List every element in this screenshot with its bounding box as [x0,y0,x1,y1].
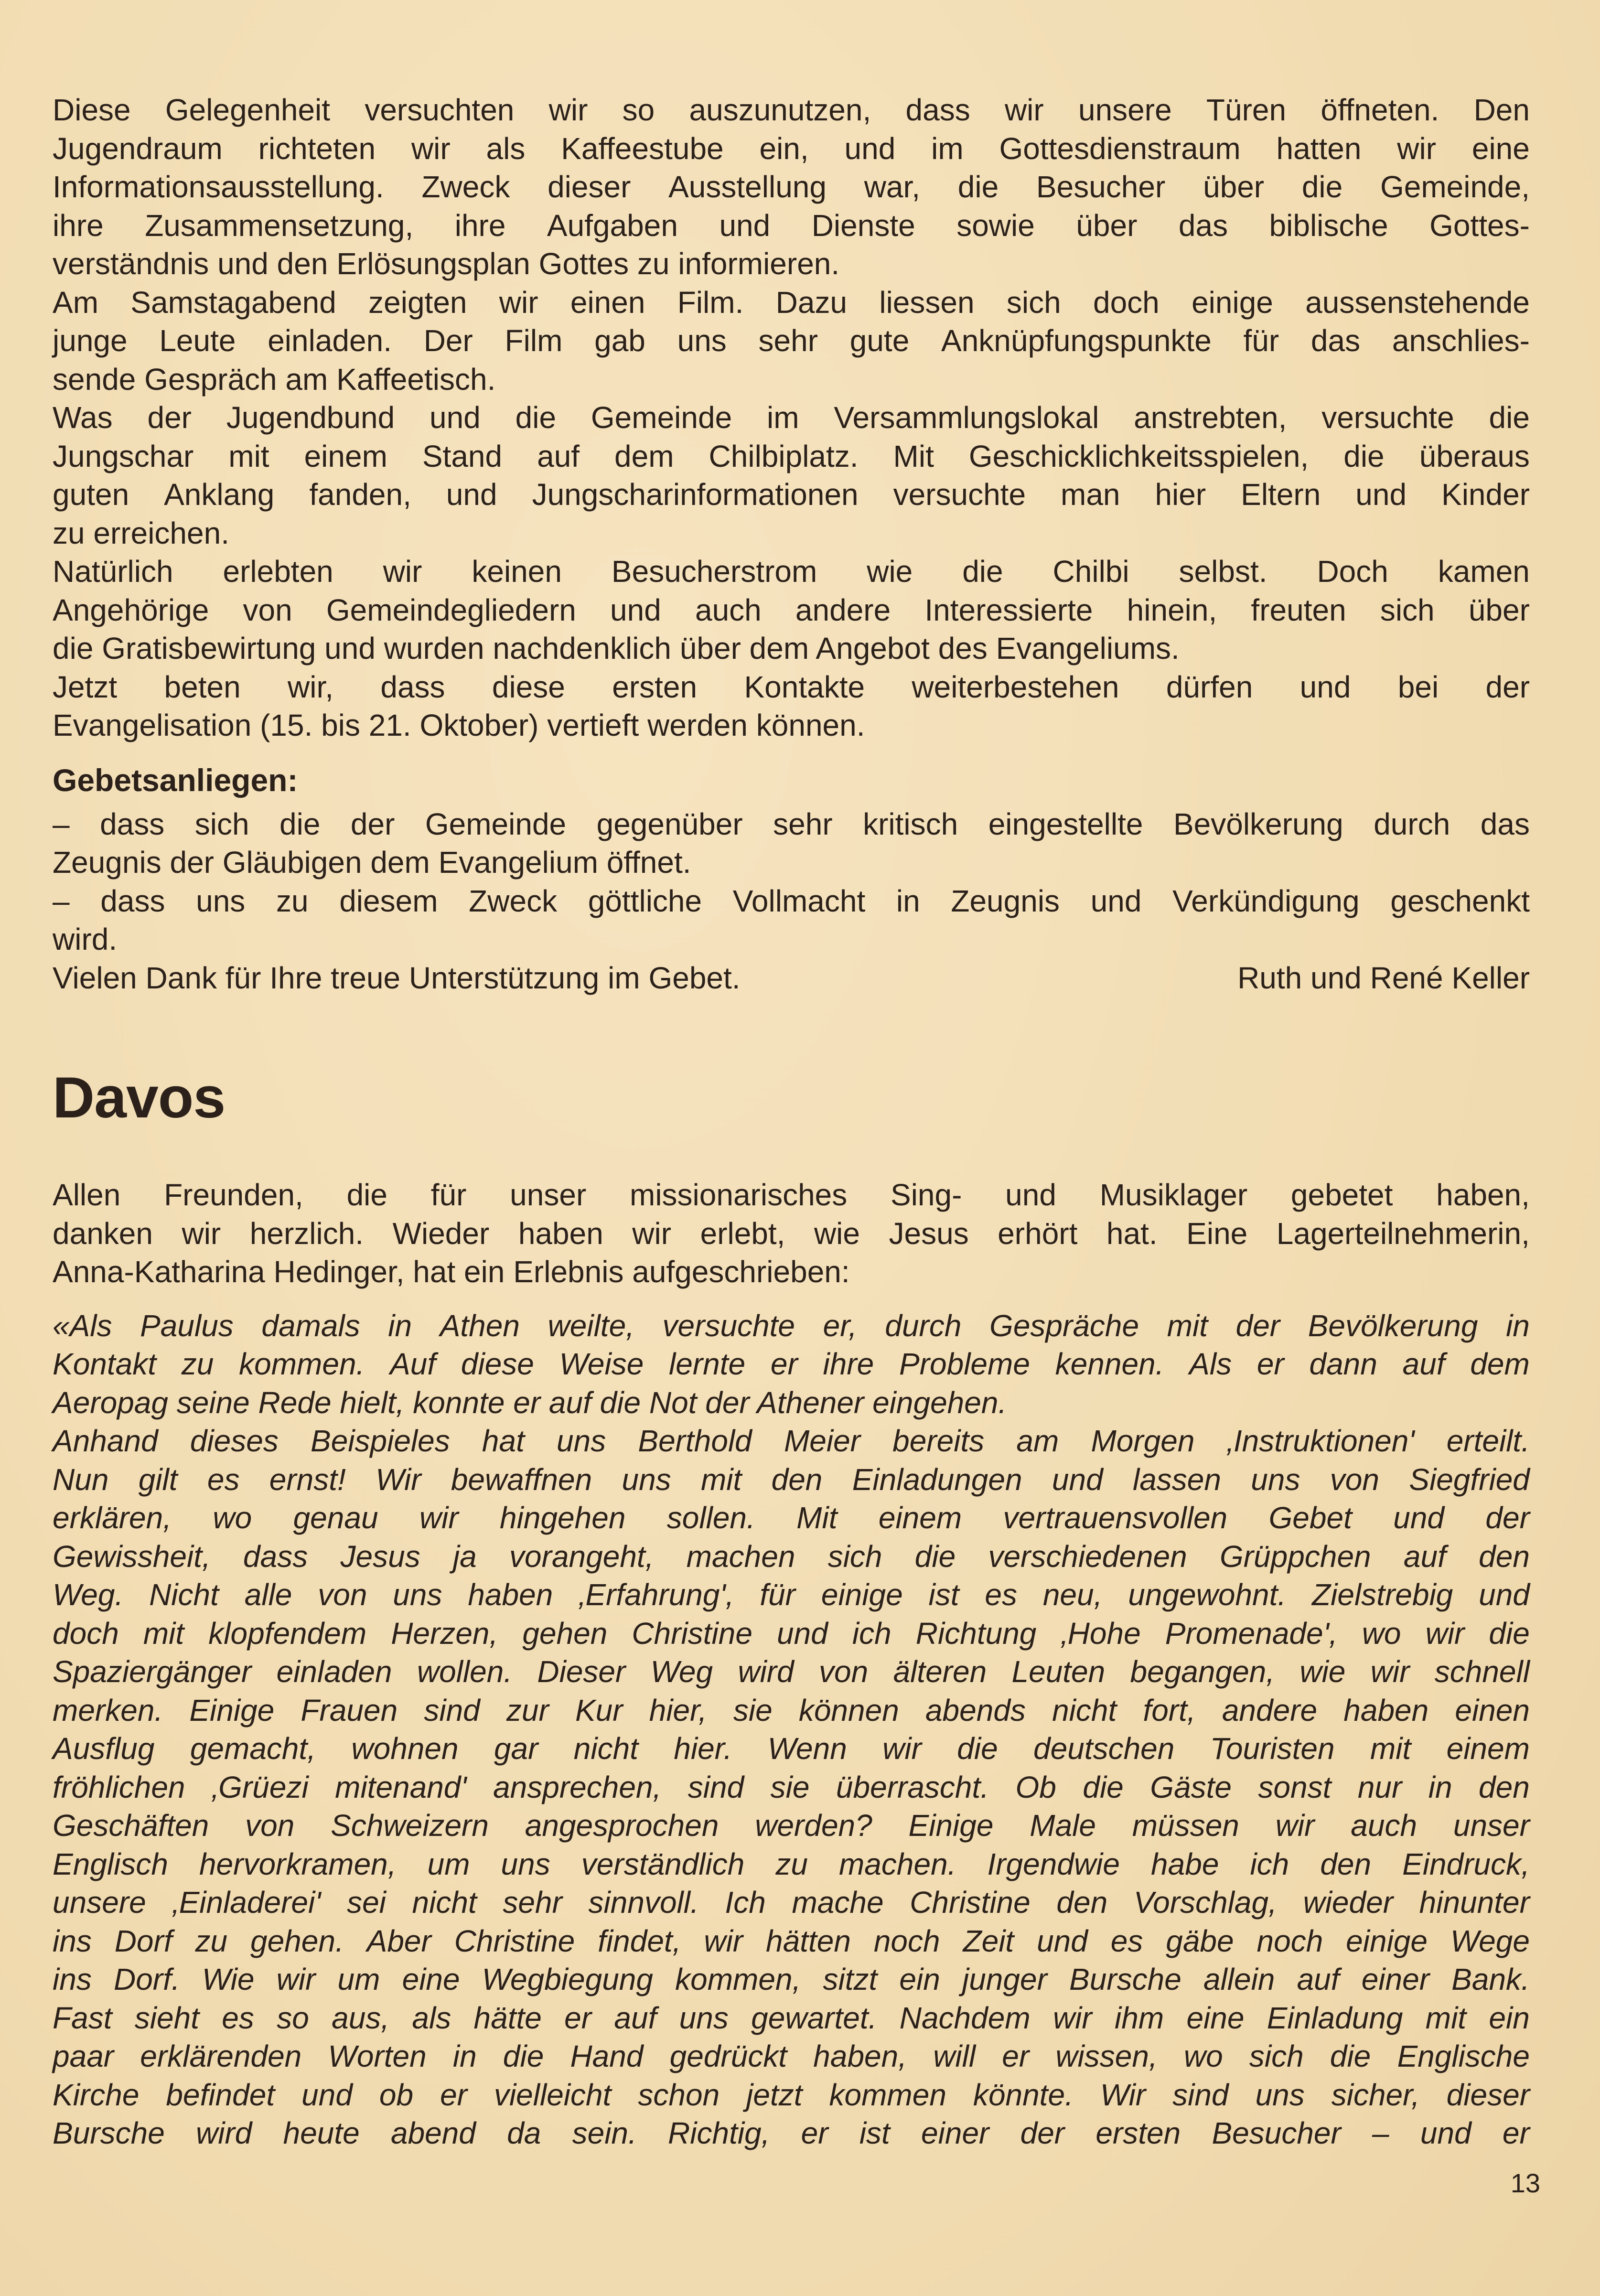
prayer-heading: Gebetsanliegen: [53,762,298,798]
text-line: Diese Gelegenheit versuchten wir so auszunutzen, dass wir unsere Türen öffneten. Den [53,93,1530,127]
text-line: Bursche wird heute abend da sein. Richtig, er ist einer der ersten Besucher – und er [53,2116,1530,2150]
text-line: Jugendraum richteten wir als Kaffeestube ein, und im Gottesdienstraum hatten wir eine [53,131,1530,166]
text-line: «Als Paulus damals in Athen weilte, versuchte er, durch Gespräche mit der Bevölkerung in [53,1308,1530,1343]
text-line: Gewissheit, dass Jesus ja vorangeht, machen sich die verschiedenen Grüppchen auf den [53,1539,1530,1574]
text-line: Fast sieht es so aus, als hätte er auf uns gewartet. Nachdem wir ihm eine Einladung mit ein [53,2000,1530,2035]
davos-quote [53,1307,1530,2153]
article-top-text [53,91,1530,745]
text-line: zu erreichen. [53,515,229,550]
text-line: ins Dorf zu gehen. Aber Christine findet, wir hätten noch Zeit und es gäbe noch einige Wege [53,1923,1530,1958]
thanks-text: Vielen Dank für Ihre treue Unterstützung im Gebet. [53,960,741,995]
page-content [53,91,1530,2153]
text-line: Anna-Katharina Hedinger, hat ein Erlebnis aufgeschrieben: [53,1255,850,1289]
signature: Ruth und René Keller [1237,960,1530,995]
text-line: Jungschar mit einem Stand auf dem Chilbiplatz. Mit Geschicklichkeitsspielen, die überaus [53,439,1530,473]
text-line: wird. [53,922,118,956]
text-line: Geschäften von Schweizern angesprochen werden? Einige Male müssen wir auch unser [53,1808,1530,1843]
text-line: fröhlichen ‚Grüezi mitenand' ansprechen, sind sie überrascht. Ob die Gäste sonst nur in den [53,1770,1530,1804]
text-line: Weg. Nicht alle von uns haben ‚Erfahrung', für einige ist es neu, ungewohnt. Zielstrebig und [53,1577,1530,1612]
text-line: junge Leute einladen. Der Film gab uns sehr gute Anknüpfungspunkte für das anschlies- [53,323,1530,358]
page-number: 13 [1510,2168,1540,2198]
text-line: Am Samstagabend zeigten wir einen Film. Dazu liessen sich doch einige aussenstehende [53,285,1530,320]
text-line: Zeugnis der Gläubigen dem Evangelium öffnet. [53,845,691,880]
text-line: Kontakt zu kommen. Auf diese Weise lernte er ihre Probleme kennen. Als er dann auf dem [53,1347,1530,1381]
text-line: danken wir herzlich. Wieder haben wir erlebt, wie Jesus erhört hat. Eine Lagerteilnehmerin, [53,1216,1530,1251]
text-line: die Gratisbewirtung und wurden nachdenklich über dem Angebot des Evangeliums. [53,631,1180,665]
thanks-line [53,959,1530,998]
text-line: Ausflug gemacht, wohnen gar nicht hier. Wenn wir die deutschen Touristen mit einem [53,1731,1530,1766]
text-line: paar erklärenden Worten in die Hand gedrückt haben, will er wissen, wo sich die Englische [53,2039,1530,2073]
text-line: Was der Jugendbund und die Gemeinde im Versammlungslokal anstrebten, versuchte die [53,400,1530,435]
text-line: Angehörige von Gemeindegliedern und auch andere Interessierte hinein, freuten sich über [53,592,1530,627]
text-line: Englisch hervorkramen, um uns verständlich zu machen. Irgendwie habe ich den Eindruck, [53,1846,1530,1881]
davos-intro [53,1176,1530,1291]
section-title-davos: Davos [53,1065,226,1130]
text-line: Spaziergänger einladen wollen. Dieser Weg wird von älteren Leuten begangen, wie wir schnell [53,1654,1530,1689]
text-line: – dass uns zu diesem Zweck göttliche Vollmacht in Zeugnis und Verkündigung geschenkt [53,883,1530,918]
text-line: sende Gespräch am Kaffeetisch. [53,362,496,397]
text-line: guten Anklang fanden, und Jungscharinformationen versuchte man hier Eltern und Kinder [53,477,1530,512]
text-line: Evangelisation (15. bis 21. Oktober) vertieft werden können. [53,708,865,742]
text-line: erklären, wo genau wir hingehen sollen. Mit einem vertrauensvollen Gebet und der [53,1501,1530,1535]
text-line: Informationsausstellung. Zweck dieser Ausstellung war, die Besucher über die Gemeinde, [53,170,1530,204]
text-line: unsere ‚Einladerei' sei nicht sehr sinnvoll. Ich mache Christine den Vorschlag, wieder hinunter [53,1885,1530,1920]
prayer-list [53,805,1530,959]
text-line: verständnis und den Erlösungsplan Gottes zu informieren. [53,247,840,281]
text-line: doch mit klopfendem Herzen, gehen Christine und ich Richtung ‚Hohe Promenade', wo wir die [53,1616,1530,1651]
text-line: merken. Einige Frauen sind zur Kur hier, sie können abends nicht fort, andere haben einen [53,1693,1530,1727]
text-line: – dass sich die der Gemeinde gegenüber sehr kritisch eingestellte Bevölkerung durch das [53,806,1530,841]
text-line: Kirche befindet und ob er vielleicht schon jetzt kommen könnte. Wir sind uns sicher, dieser [53,2077,1530,2112]
text-line: ins Dorf. Wie wir um eine Wegbiegung kommen, sitzt ein junger Bursche allein auf einer Bank. [53,1962,1530,1996]
text-line: Allen Freunden, die für unser missionarisches Sing- und Musiklager gebetet haben, [53,1178,1530,1212]
text-line: Aeropag seine Rede hielt, konnte er auf die Not der Athener eingehen. [53,1385,1007,1420]
text-line: ihre Zusammensetzung, ihre Aufgaben und Dienste sowie über das biblische Gottes- [53,208,1530,243]
text-line: Natürlich erlebten wir keinen Besucherstrom wie die Chilbi selbst. Doch kamen [53,554,1530,589]
text-line: Jetzt beten wir, dass diese ersten Kontakte weiterbestehen dürfen und bei der [53,669,1530,704]
text-line: Anhand dieses Beispieles hat uns Berthold Meier bereits am Morgen ‚Instruktionen' erteilt. [53,1424,1530,1458]
text-line: Nun gilt es ernst! Wir bewaffnen uns mit den Einladungen und lassen uns von Siegfried [53,1462,1530,1497]
